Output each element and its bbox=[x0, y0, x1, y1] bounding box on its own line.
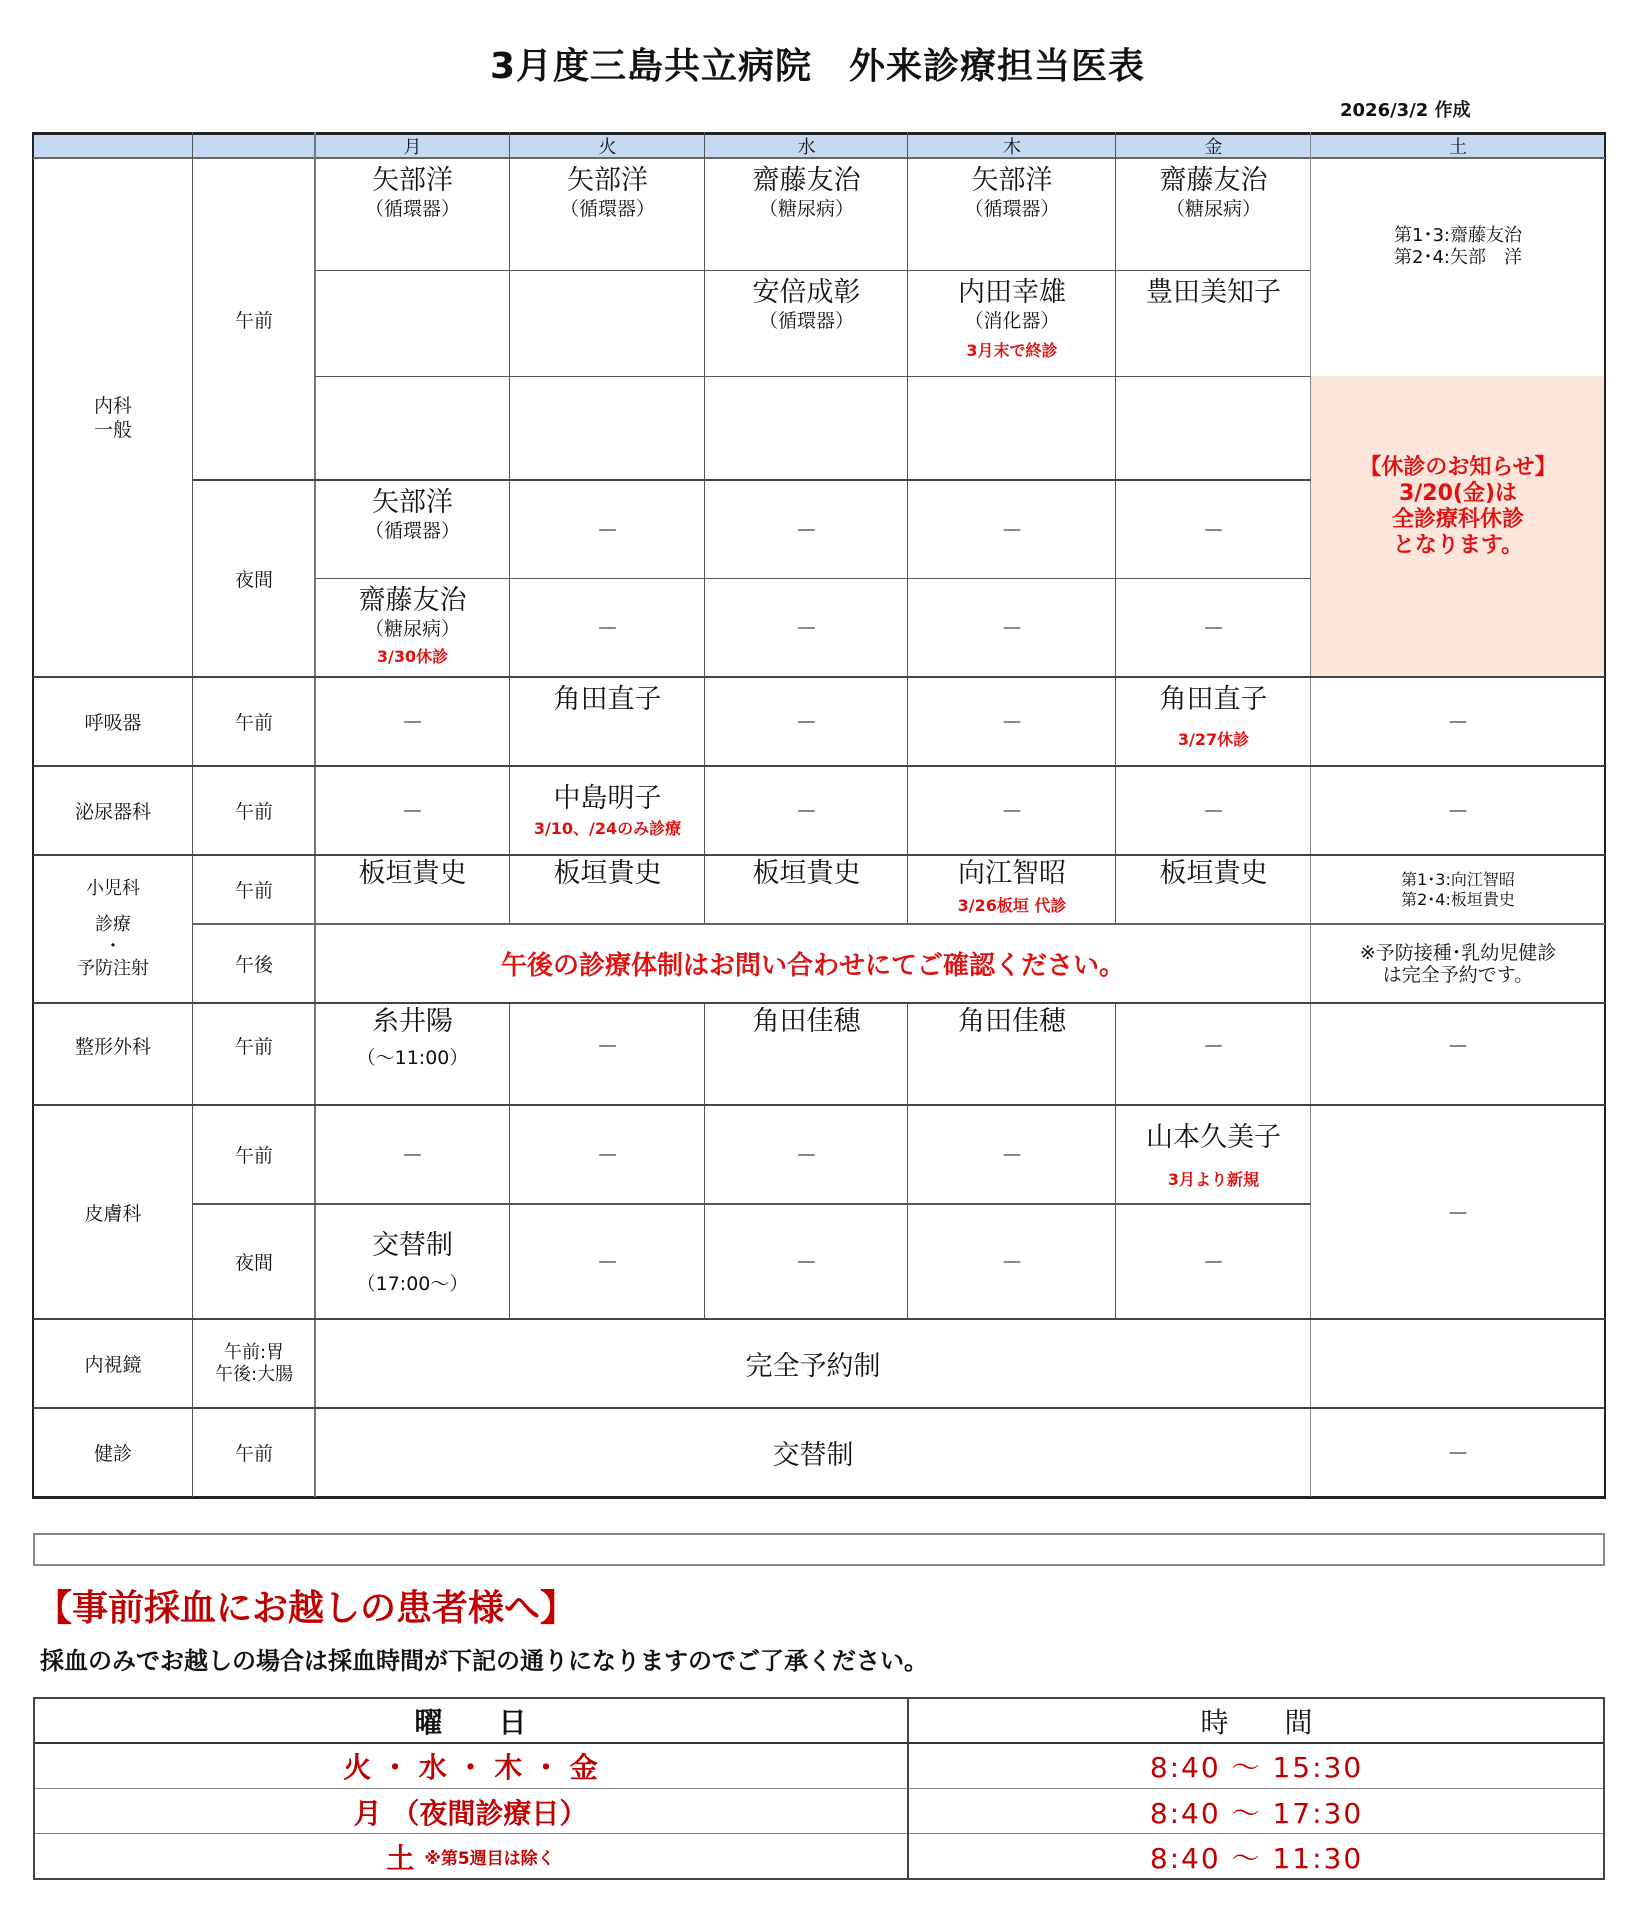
time-kenshin: 午前 bbox=[234, 1443, 273, 1465]
grid-line bbox=[33, 1496, 1605, 1499]
grid-line bbox=[32, 132, 34, 1499]
grid-line bbox=[1115, 1003, 1116, 1319]
doctor-specialty: （循環器） bbox=[364, 198, 460, 220]
dept-shonika-line3: ・ bbox=[104, 936, 122, 957]
time-hifuka-night: 夜間 bbox=[234, 1252, 273, 1274]
header-day-sat: 土 bbox=[1311, 133, 1605, 158]
seikei-wed bbox=[705, 1003, 908, 1105]
header-day-fri: 金 bbox=[1116, 133, 1311, 158]
dept-naika-line2: 一般 bbox=[93, 418, 132, 441]
grid-line bbox=[1310, 132, 1311, 1497]
time-shonika-pm: 午後 bbox=[234, 954, 273, 976]
grid-line bbox=[33, 132, 1605, 135]
header-day-thu: 木 bbox=[908, 133, 1116, 158]
blood-row-day: 火 ・ 水 ・ 木 ・ 金 bbox=[343, 1751, 598, 1784]
grid-line bbox=[33, 1878, 1605, 1880]
naika-night1-fri: － bbox=[1202, 518, 1225, 544]
naika-am2-fri bbox=[1116, 270, 1311, 376]
dept-seikei: 整形外科 bbox=[74, 1035, 151, 1058]
doctor-name: 板垣貴史 bbox=[1159, 858, 1268, 889]
hifuka-night-tue: － bbox=[596, 1251, 619, 1276]
grid-line bbox=[192, 132, 193, 1497]
doctor-specialty: （糖尿病） bbox=[758, 198, 854, 220]
page-title: 3月度三島共立病院 外来診療担当医表 bbox=[489, 46, 1146, 87]
naika-am-sat bbox=[1311, 158, 1605, 376]
sat-rotation-line2: 第2･4:板垣貴史 bbox=[1401, 889, 1515, 909]
doctor-name: 山本久美子 bbox=[1146, 1122, 1281, 1153]
sat-pm-line1: ※予防接種･乳幼児健診 bbox=[1359, 941, 1557, 964]
seikei-mon bbox=[315, 1003, 510, 1105]
grid-line bbox=[907, 1697, 909, 1880]
doctor-note: （17:00～） bbox=[356, 1272, 469, 1295]
hinyoki-sat: － bbox=[1446, 800, 1469, 825]
grid-line bbox=[314, 132, 316, 1497]
shonika-pm-sat bbox=[1311, 924, 1605, 1003]
grid-line bbox=[33, 1788, 1605, 1789]
seikei-thu bbox=[908, 1003, 1116, 1105]
naishikyo-sat bbox=[1311, 1319, 1605, 1408]
seikei-fri: － bbox=[1202, 1034, 1225, 1060]
grid-line bbox=[704, 132, 705, 924]
doctor-name: 中島明子 bbox=[553, 783, 662, 814]
notice-line2: 3/20(金)は bbox=[1398, 480, 1518, 506]
doctor-name: 角田佳穂 bbox=[958, 1006, 1066, 1037]
naika-night1-mon bbox=[315, 480, 510, 578]
doctor-note: 3/30休診 bbox=[376, 647, 449, 666]
blood-row-day bbox=[33, 1834, 908, 1879]
blood-row-time: 8:40 ～ 17:30 bbox=[1149, 1796, 1364, 1830]
grid-line bbox=[33, 1697, 35, 1880]
doctor-name: 矢部洋 bbox=[372, 487, 453, 518]
time-hinyoki: 午前 bbox=[234, 801, 273, 823]
blood-day-sat: 土 bbox=[386, 1841, 415, 1875]
doctor-name: 角田直子 bbox=[553, 684, 662, 715]
kokyuki-wed: － bbox=[795, 711, 818, 736]
doctor-name: 角田直子 bbox=[1159, 684, 1268, 715]
header-day-wed: 水 bbox=[705, 133, 908, 158]
hifuka-sat: － bbox=[1446, 1201, 1469, 1227]
time-naika-am: 午前 bbox=[234, 309, 273, 332]
grid-line bbox=[907, 1003, 908, 1319]
doctor-note: （～11:00） bbox=[356, 1047, 469, 1069]
doctor-note: 3/27休診 bbox=[1177, 730, 1250, 749]
naika-night1-wed: － bbox=[795, 518, 818, 544]
grid-line bbox=[33, 854, 1605, 856]
hifuka-night-wed: － bbox=[795, 1251, 818, 1276]
notice-line4: となります。 bbox=[1392, 532, 1524, 558]
notice-line3: 全診療科休診 bbox=[1391, 506, 1524, 532]
time-naika-night: 夜間 bbox=[234, 569, 273, 591]
hinyoki-thu: － bbox=[1000, 800, 1023, 825]
naika-am1-mon bbox=[315, 158, 510, 270]
grid-line bbox=[1603, 1697, 1605, 1880]
grid-line bbox=[315, 376, 1311, 377]
naika-am1-fri bbox=[1116, 158, 1311, 270]
seikei-tue: － bbox=[596, 1034, 619, 1060]
header-day-mon: 月 bbox=[315, 133, 510, 158]
grid-line bbox=[33, 1407, 1605, 1409]
closure-notice bbox=[1311, 376, 1605, 677]
doctor-name: 安倍成彰 bbox=[752, 277, 861, 308]
doctor-specialty: （循環器） bbox=[364, 520, 460, 542]
blood-heading: 【事前採血にお越しの患者様へ】 bbox=[36, 1588, 577, 1629]
grid-line bbox=[509, 132, 510, 924]
shonika-pm-message: 午後の診療体制はお問い合わせにてご確認ください。 bbox=[500, 951, 1125, 981]
dept-kokyuki: 呼吸器 bbox=[84, 712, 142, 734]
seikei-sat: － bbox=[1446, 1034, 1469, 1060]
blood-header-time: 時 間 bbox=[1200, 1705, 1313, 1739]
grid-line bbox=[193, 479, 1311, 481]
doctor-name: 板垣貴史 bbox=[752, 858, 861, 889]
shonika-am-fri bbox=[1116, 855, 1311, 924]
shonika-am-thu bbox=[908, 855, 1116, 924]
naishikyo-value: 完全予約制 bbox=[745, 1351, 881, 1382]
doctor-specialty: （循環器） bbox=[758, 310, 854, 332]
time-naishikyo-line1: 午前:胃 bbox=[223, 1341, 285, 1363]
kokyuki-tue bbox=[510, 677, 705, 766]
grid-line bbox=[33, 1002, 1605, 1004]
naika-night2-wed: － bbox=[795, 617, 818, 642]
doctor-name: 内田幸雄 bbox=[958, 277, 1066, 308]
grid-line bbox=[1115, 132, 1116, 924]
shonika-am-wed bbox=[705, 855, 908, 924]
naika-night1-thu: － bbox=[1000, 518, 1023, 544]
header-day-tue: 火 bbox=[510, 133, 705, 158]
blood-row-day: 月 （夜間診療日） bbox=[353, 1796, 588, 1830]
dept-naika bbox=[33, 158, 193, 677]
sat-rotation-line2: 第2･4:矢部 洋 bbox=[1394, 247, 1522, 268]
doctor-specialty: （消化器） bbox=[964, 310, 1060, 332]
hifuka-am-mon: － bbox=[401, 1144, 424, 1169]
dept-hinyoki: 泌尿器科 bbox=[74, 801, 151, 823]
doctor-name: 矢部洋 bbox=[971, 165, 1053, 196]
grid-line bbox=[33, 1104, 1605, 1106]
doctor-specialty: （循環器） bbox=[964, 198, 1060, 220]
hifuka-night-mon bbox=[315, 1204, 510, 1319]
header-blank-dept bbox=[33, 133, 193, 158]
doctor-note: 3/26板垣 代診 bbox=[957, 896, 1067, 915]
doctor-specialty: （糖尿病） bbox=[364, 618, 460, 640]
grid-line bbox=[1604, 132, 1606, 1499]
grid-line bbox=[193, 923, 1605, 925]
grid-line bbox=[33, 1833, 1605, 1834]
grid-line bbox=[509, 1003, 510, 1319]
kenshin-sat: － bbox=[1446, 1442, 1469, 1467]
doctor-note: 3月より新規 bbox=[1167, 1170, 1260, 1189]
time-kokyuki: 午前 bbox=[234, 712, 273, 734]
kokyuki-sat: － bbox=[1446, 711, 1469, 736]
naika-am1-wed bbox=[705, 158, 908, 270]
doctor-name: 板垣貴史 bbox=[553, 858, 662, 889]
doctor-name: 齋藤友治 bbox=[1159, 165, 1268, 196]
grid-line bbox=[33, 157, 1605, 159]
blood-row-time: 8:40 ～ 11:30 bbox=[1149, 1841, 1364, 1875]
time-hifuka-am: 午前 bbox=[234, 1145, 273, 1167]
kokyuki-fri bbox=[1116, 677, 1311, 766]
blood-subtext: 採血のみでお越しの場合は採血時間が下記の通りになりますのでご了承ください。 bbox=[40, 1647, 928, 1675]
naika-night2-thu: － bbox=[1000, 617, 1023, 642]
doctor-name: 交替制 bbox=[372, 1229, 453, 1261]
time-naishikyo bbox=[193, 1319, 315, 1408]
doctor-specialty: （糖尿病） bbox=[1165, 198, 1261, 220]
naika-night2-tue: － bbox=[596, 617, 619, 642]
hifuka-night-fri: － bbox=[1202, 1251, 1225, 1276]
naika-am2-thu bbox=[908, 270, 1116, 376]
doctor-name: 糸井陽 bbox=[372, 1006, 453, 1037]
dept-kenshin: 健診 bbox=[93, 1443, 132, 1465]
created-date: 2026/3/2 作成 bbox=[1340, 100, 1471, 121]
doctor-note: 3月末で終診 bbox=[966, 341, 1058, 360]
sat-rotation-line1: 第1･3:向江智昭 bbox=[1401, 869, 1515, 889]
grid-line bbox=[33, 1697, 1605, 1699]
doctor-name: 豊田美知子 bbox=[1146, 277, 1281, 308]
blood-day-sat-note: ※第5週目は除く bbox=[424, 1849, 555, 1869]
doctor-name: 齋藤友治 bbox=[358, 585, 467, 616]
doctor-name: 矢部洋 bbox=[567, 165, 648, 196]
dept-shonika-line4: 予防注射 bbox=[77, 958, 149, 979]
time-naishikyo-line2: 午後:大腸 bbox=[214, 1363, 294, 1385]
grid-line bbox=[33, 1742, 1605, 1744]
dept-shonika bbox=[33, 855, 193, 1003]
kenshin-value: 交替制 bbox=[772, 1440, 854, 1471]
doctor-name: 矢部洋 bbox=[372, 165, 453, 196]
hinyoki-mon: － bbox=[401, 800, 424, 825]
doctor-note: 3/10、/24のみ診療 bbox=[533, 819, 682, 838]
sat-rotation-line1: 第1･3:齋藤友治 bbox=[1394, 225, 1522, 246]
hinyoki-tue bbox=[510, 766, 705, 855]
naika-am1-tue bbox=[510, 158, 705, 270]
shonika-am-mon bbox=[315, 855, 510, 924]
hifuka-am-fri bbox=[1116, 1105, 1311, 1204]
blank-banner-box bbox=[33, 1533, 1605, 1566]
naika-night1-tue: － bbox=[596, 518, 619, 544]
hinyoki-wed: － bbox=[795, 800, 818, 825]
doctor-name: 向江智昭 bbox=[958, 858, 1066, 889]
sat-pm-line2: は完全予約です。 bbox=[1382, 963, 1534, 986]
doctor-specialty: （循環器） bbox=[559, 198, 655, 220]
blood-header-day: 曜 日 bbox=[414, 1705, 527, 1739]
grid-line bbox=[315, 578, 1311, 579]
shonika-am-tue bbox=[510, 855, 705, 924]
kokyuki-mon: － bbox=[401, 711, 424, 736]
blood-row-time: 8:40 ～ 15:30 bbox=[1149, 1751, 1364, 1784]
time-seikei: 午前 bbox=[234, 1035, 273, 1058]
hifuka-am-wed: － bbox=[795, 1144, 818, 1169]
hifuka-night-thu: － bbox=[1000, 1251, 1023, 1276]
doctor-name: 齋藤友治 bbox=[752, 165, 861, 196]
header-blank-time bbox=[193, 133, 315, 158]
naika-am2-wed bbox=[705, 270, 908, 376]
grid-line bbox=[33, 676, 1605, 678]
shonika-am-sat bbox=[1311, 855, 1605, 924]
naika-am1-thu bbox=[908, 158, 1116, 270]
time-shonika-am: 午前 bbox=[234, 880, 273, 902]
hinyoki-fri: － bbox=[1202, 800, 1225, 825]
dept-naika-line1: 内科 bbox=[93, 394, 132, 417]
hifuka-am-thu: － bbox=[1000, 1144, 1023, 1169]
grid-line bbox=[907, 132, 908, 924]
grid-line bbox=[704, 1003, 705, 1319]
naika-night2-fri: － bbox=[1202, 617, 1225, 642]
grid-line bbox=[33, 1318, 1605, 1320]
dept-shonika-line2: 診療 bbox=[95, 914, 131, 935]
dept-shonika-line1: 小児科 bbox=[86, 878, 140, 899]
notice-line1: 【休診のお知らせ】 bbox=[1359, 454, 1557, 480]
doctor-name: 角田佳穂 bbox=[752, 1006, 861, 1037]
grid-line bbox=[193, 1203, 1311, 1205]
grid-line bbox=[315, 270, 1311, 271]
kokyuki-thu: － bbox=[1000, 711, 1023, 736]
doctor-name: 板垣貴史 bbox=[358, 858, 467, 889]
dept-naishikyo: 内視鏡 bbox=[84, 1354, 142, 1376]
dept-hifuka: 皮膚科 bbox=[84, 1202, 142, 1225]
grid-line bbox=[33, 765, 1605, 767]
hifuka-am-tue: － bbox=[596, 1144, 619, 1169]
naika-night2-mon bbox=[315, 578, 510, 677]
